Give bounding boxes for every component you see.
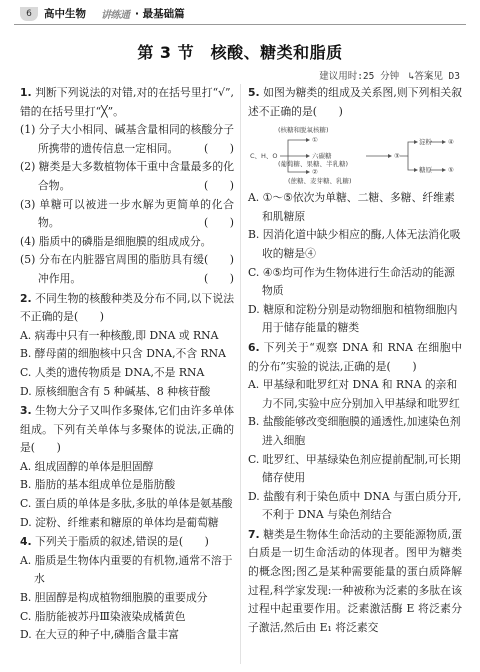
question-number: 1. xyxy=(20,86,32,99)
option-b: B. 脂肪的基本组成单位是脂肪酸 xyxy=(20,478,176,492)
option-c: C. 蛋白质的单体是多肽,多肽的单体是氨基酸 xyxy=(20,497,233,511)
left-column xyxy=(20,84,234,646)
diagram-glycogen: 糖原 xyxy=(419,166,432,175)
option-b: B. 酵母菌的细胞核中只含 DNA,不含 RNA xyxy=(20,347,226,361)
answer-reference: 答案见 D3 xyxy=(414,71,460,82)
diagram-node-5: ⑤ xyxy=(448,166,454,175)
time-suggestion: 建议用时:25 分钟 xyxy=(319,71,409,82)
question-1 xyxy=(20,84,234,289)
series-brand-logo: 讲练通 xyxy=(101,10,130,21)
column-divider xyxy=(240,84,241,664)
diagram-node-2: ② xyxy=(312,168,318,177)
list-item: (2) 糖类是大多数植物体干重中含量最多的化合物。 ( ) xyxy=(20,158,234,195)
option-d: D. 淀粉、纤维素和糖原的单体均是葡萄糖 xyxy=(20,515,219,529)
option-c: C. ④⑤均可作为生物体进行生命活动的能源物质 xyxy=(248,265,455,298)
option-d: D. 盐酸有利于染色质中 DNA 与蛋白质分开,不利于 DNA 与染色剂结合 xyxy=(248,489,462,522)
question-number: 3. xyxy=(20,404,32,418)
diagram-starch: 淀粉 xyxy=(419,138,432,147)
diagram-node-1: ① xyxy=(312,136,318,145)
section-title: 第 3 节 核酸、糖类和脂质 xyxy=(137,43,343,62)
diagram-disaccharide-sub: (蔗糖、麦芽糖、乳糖) xyxy=(288,177,352,186)
right-column xyxy=(248,84,462,638)
question-3 xyxy=(20,402,234,532)
answer-paren[interactable]: ( ) xyxy=(178,535,209,549)
option-b: B. 盐酸能够改变细胞膜的通透性,加速染色剂进入细胞 xyxy=(248,415,461,447)
question-7 xyxy=(248,526,462,638)
list-item: (5) 分布在内脏器官周围的脂肪具有缓冲作用。 ( ) xyxy=(20,251,234,288)
page-number: 6 xyxy=(20,7,38,21)
diagram-element-label: C、H、O xyxy=(250,152,278,161)
diagram-node-3: ③ xyxy=(394,152,400,161)
option-a: A. 脂质是生物体内重要的有机物,通常不溶于水 xyxy=(20,553,233,586)
question-number: 2. xyxy=(20,291,32,305)
question-4 xyxy=(20,533,234,645)
series-title: 高中生物 xyxy=(44,8,86,20)
option-d: D. 在大豆的种子中,磷脂含量丰富 xyxy=(20,628,179,642)
question-stem: 糖类是生物体生命活动的主要能源物质,蛋白质是一切生命活动的体现者。图甲为糖类的概念图;图乙是某种需要能量的蛋白质降解过程,科学家发现:一种被称为泛素的多肽在该过程中起重要作用。泛素激活酶 E 将泛素分子激活,然后由 E₁ 将泛素交 xyxy=(248,527,462,634)
answer-paren[interactable]: ( ) xyxy=(312,104,343,118)
answer-paren[interactable]: ( ) xyxy=(203,216,234,230)
answer-paren[interactable]: ( ) xyxy=(203,178,234,192)
list-item: (1) 分子大小相同、碱基含量相同的核酸分子所携带的遗传信息一定相同。 ( ) xyxy=(20,121,234,158)
page-header xyxy=(14,0,466,34)
option-d: D. 糖原和淀粉分别是动物细胞和植物细胞内用于储存能量的糖类 xyxy=(248,302,458,335)
option-c: C. 吡罗红、甲基绿染色剂应提前配制,可长期储存使用 xyxy=(248,452,461,485)
question-stem: 如图为糖类的组成及关系图,则下列相关叙述不正确的是 xyxy=(248,86,462,118)
option-d: D. 原核细胞含有 5 种碱基、8 种核苷酸 xyxy=(20,384,211,398)
answer-paren[interactable]: ( ) xyxy=(203,271,234,285)
question-2 xyxy=(20,290,234,402)
header-divider xyxy=(14,24,466,25)
answer-paren[interactable]: ( ) xyxy=(73,310,105,324)
option-a: A. 病毒中只有一种核酸,即 DNA 或 RNA xyxy=(20,328,219,342)
answer-paren[interactable]: ( ) xyxy=(386,359,417,373)
question-number: 7. xyxy=(248,527,260,541)
question-number: 5. xyxy=(248,86,260,99)
list-item: (3) 单糖可以被进一步水解为更简单的化合物。 ( ) xyxy=(20,196,234,233)
series-subtitle: · 最基础篇 xyxy=(135,8,185,20)
question-5 xyxy=(248,84,462,338)
answer-paren[interactable]: ( ) xyxy=(203,141,234,155)
option-a: A. 甲基绿和吡罗红对 DNA 和 RNA 的亲和力不同,实验中应分别加入甲基绿和吡罗红 xyxy=(248,378,460,410)
answer-paren[interactable]: ( ) xyxy=(30,441,61,455)
option-c: C. 脂肪能被苏丹Ⅲ染液染成橘黄色 xyxy=(20,609,186,623)
diagram-hexose: 六碳糖 xyxy=(312,152,332,161)
sugar-relation-diagram xyxy=(248,124,462,186)
diagram-node-4: ④ xyxy=(448,138,454,147)
question-stem: 判断下列说法的对错,对的在括号里打“√”,错的在括号里打“╳”。 xyxy=(20,86,234,118)
option-a: A. 组成固醇的单体是胆固醇 xyxy=(20,459,154,473)
diagram-top-label: (核糖和脱氧核糖) xyxy=(278,126,329,135)
list-item: (4) 脂质中的磷脂是细胞膜的组成成分。 ( ) xyxy=(20,233,234,252)
time-meta xyxy=(319,68,460,82)
question-stem: 下列关于脂质的叙述,错误的是 xyxy=(35,535,179,549)
question-number: 6. xyxy=(248,340,260,354)
answer-link-icon: ↳ xyxy=(408,71,415,82)
question-6 xyxy=(248,339,462,525)
question-number: 4. xyxy=(20,535,32,549)
option-c: C. 人类的遗传物质是 DNA,不是 RNA xyxy=(20,365,205,379)
question-stem: 不同生物的核酸种类及分布不同,以下说法不正确的是 xyxy=(20,291,234,324)
option-a: A. ①～⑤依次为单糖、二糖、多糖、纤维素和肌糖原 xyxy=(248,191,455,223)
option-b: B. 因消化道中缺少相应的酶,人体无法消化吸收的糖是④ xyxy=(248,228,461,260)
question-stem: 下列关于“观察 DNA 和 RNA 在细胞中的分布”实验的说法,正确的是 xyxy=(248,340,462,373)
diagram-hexose-sub: (葡萄糖、果糖、半乳糖) xyxy=(278,160,349,169)
answer-paren[interactable]: ( ) xyxy=(203,253,234,267)
option-b: B. 胆固醇是构成植物细胞膜的重要成分 xyxy=(20,591,208,605)
question-stem: 生物大分子又叫作多聚体,它们由许多单体组成。下列有关单体与多聚体的说法,正确的是 xyxy=(20,404,234,455)
